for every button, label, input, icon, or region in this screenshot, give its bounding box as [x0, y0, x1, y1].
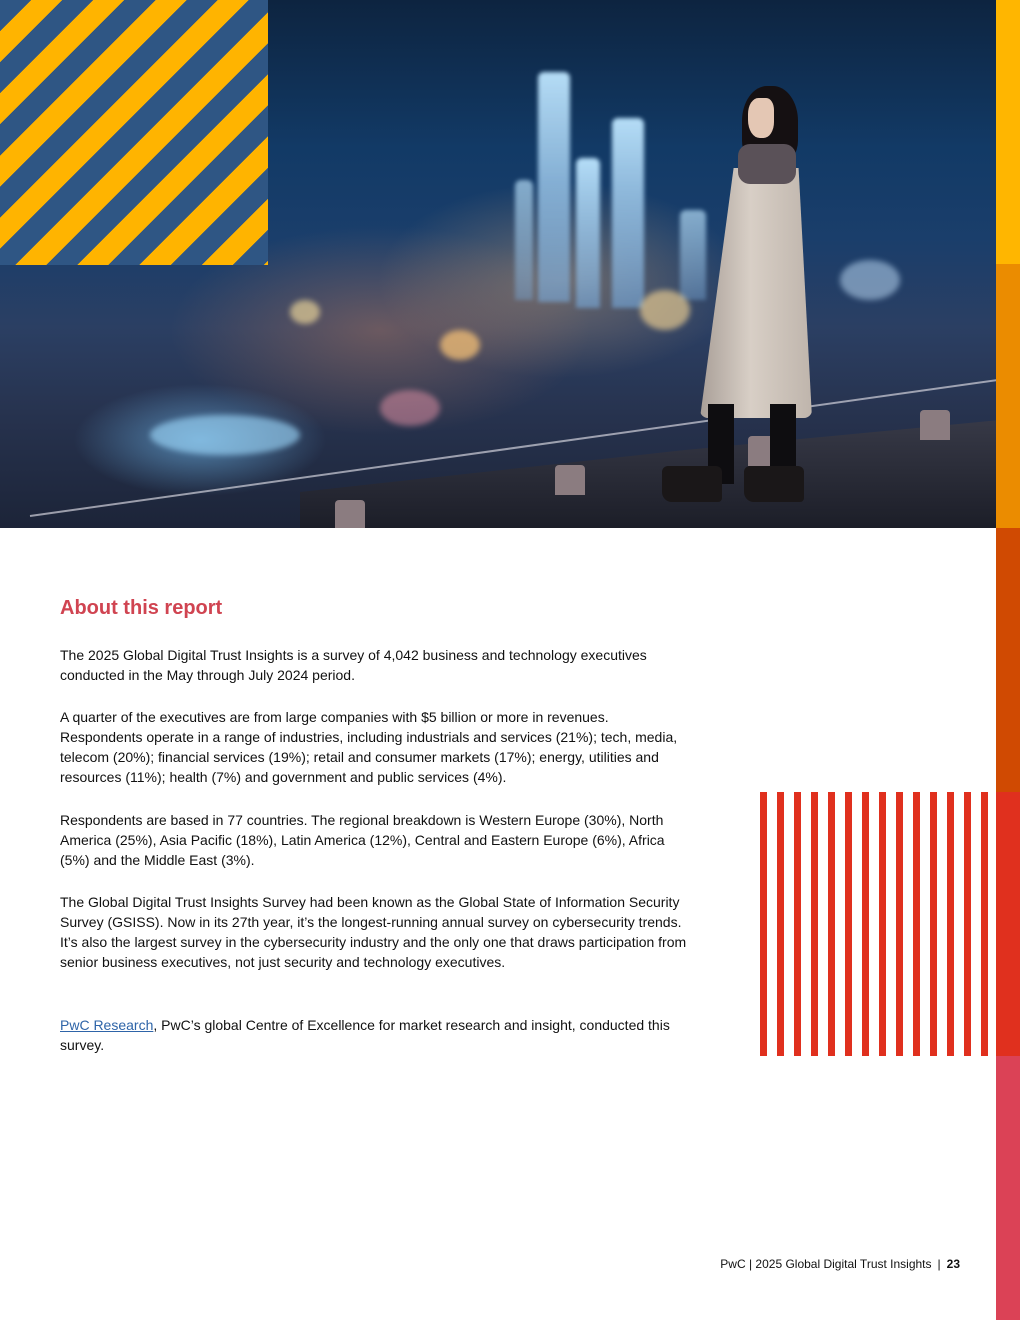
edge-color-bar-segment — [996, 0, 1020, 264]
research-credit-text: , PwC’s global Centre of Excellence for market research and insight, conducted this survey. — [60, 1017, 670, 1053]
skyscraper — [612, 118, 644, 308]
footer-separator: | — [937, 1257, 941, 1271]
edge-color-bar-segment — [996, 528, 1020, 792]
paragraph-regions: Respondents are based in 77 countries. The regional breakdown is Western Europe (30%), North America (25%), Asia Pacific (18%), Latin America (12%), Central and Eastern Europe (6%), Africa (5%) and the Middle East (3%). — [60, 812, 665, 868]
paragraph-industries: A quarter of the executives are from large companies with $5 billion or more in revenues. Respondents operate in a range of industries, including industrials and services (21%); tech, media, telecom (20%); financial services (19%); retail and consumer markets (17%); energy, utilities and resources (11%); health (7%) and government and public services (4%). — [60, 709, 678, 785]
page-number: 23 — [946, 1257, 960, 1271]
paragraph-history: The Global Digital Trust Insights Survey had been known as the Global State of Information Security Survey (GSISS). Now in its 27th year, it’s the longest-running annual survey on cybersecurity trends. It’s also the largest survey in the cybersecurity industry and the only one that draws participation from senior business executives, not just security and technology executives. — [60, 894, 687, 970]
coat — [700, 168, 812, 418]
diagonal-stripes-decoration — [0, 0, 268, 265]
railing-post — [920, 410, 950, 440]
city-light — [640, 290, 690, 330]
skyscraper — [576, 158, 600, 308]
skyscraper — [538, 72, 570, 302]
edge-color-bar-segment — [996, 264, 1020, 528]
footer-title: PwC | 2025 Global Digital Trust Insights — [720, 1257, 932, 1271]
edge-color-bar-segment — [996, 1056, 1020, 1320]
paragraph-research-credit — [60, 1015, 690, 1055]
city-light — [840, 260, 900, 300]
scarf — [738, 144, 796, 184]
boot — [662, 466, 722, 502]
rooftop-ledge — [300, 408, 996, 528]
railing-post — [555, 465, 585, 495]
railing-post — [335, 500, 365, 528]
skyscraper — [515, 180, 533, 300]
paragraph-survey-overview: The 2025 Global Digital Trust Insights is a survey of 4,042 business and technology executives conducted in the May through July 2024 period. — [60, 647, 647, 683]
section-heading: About this report — [60, 597, 223, 619]
edge-color-bar-segment — [996, 792, 1020, 1056]
vertical-stripes-decoration — [760, 792, 996, 1056]
city-light — [290, 300, 320, 324]
pwc-research-link[interactable]: PwC Research — [60, 1017, 154, 1033]
city-light — [380, 390, 440, 426]
boot — [744, 466, 804, 502]
woman-figure — [700, 86, 810, 506]
page-footer — [720, 1257, 960, 1271]
face — [748, 98, 774, 138]
city-light — [440, 330, 480, 360]
city-light — [150, 415, 300, 455]
